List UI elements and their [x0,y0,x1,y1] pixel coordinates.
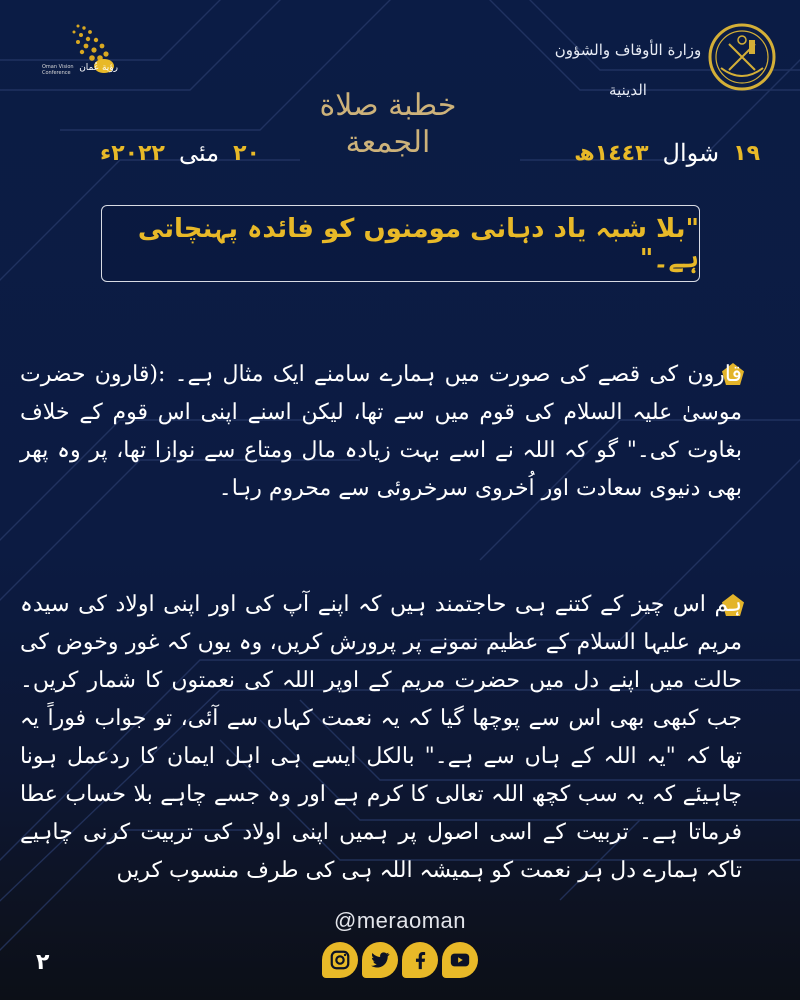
quote-box [101,205,700,282]
khutbah-title [318,88,458,168]
twitter-icon[interactable] [362,942,398,978]
hijri-year: ١٤٤٣ھ [574,140,649,166]
youtube-icon[interactable] [442,942,478,978]
svg-text:رؤية عُمان: رؤية عُمان [79,63,118,73]
gregorian-date [100,136,260,170]
vision-sunburst-icon [18,14,148,84]
ministry-name: وزارة الأوقاف والشؤون الدينية [554,41,702,99]
oman-emblem-icon [707,22,777,92]
greg-day: ٢٠ [233,140,260,166]
paragraph-1: قارون کی قصے کی صورت میں ہمارے سامنے ایک مثال ہے۔ :(قارون حضرت موسیٰ علیہ السلام کی قوم میں سے تھا، لیکن اسنے اپنی اس قوم کے خلاف بغاوت کی۔" گو کہ اللہ نے اسے بہت زیادہ مال ومتاع سے نوازا تھا، پر وہ پھر بھی دنیوی سعادت اور اُخروی سرخروئی سے محروم رہا۔ [20,362,742,501]
instagram-icon[interactable] [322,942,358,978]
social-handle[interactable]: @meraoman [334,908,466,933]
facebook-icon[interactable] [402,942,438,978]
title-line-1: خطبة صلاة [319,88,457,123]
oman-vision-logo [18,14,148,84]
hijri-month: شوال [662,139,720,167]
title-line-2: الجمعة [345,125,431,160]
svg-text:Conference: Conference [42,70,71,76]
svg-text:Oman Vision: Oman Vision [42,64,74,70]
social-icons [0,942,800,978]
greg-year: ٢٠٢٢ء [100,140,165,166]
page-number: ٢ [36,950,50,975]
paragraph-2: ہم اس چیز کے کتنے ہی حاجتمند ہیں کہ اپنے آپ کی اور اپنی اولاد کی سیدہ مریم علیہا السلام کے عظیم نمونے پر پرورش کریں، وہ یوں کہ غور وخوض کی حالت میں اپنے دل میں حضرت مریم کے اوپر اللہ کی نعمتوں کا شمار کریں۔ جب کبھی بھی اس سے پوچھا گیا کہ یہ نعمت کہاں سے آئی، تو جواب فوراً یہ تھا کہ "یہ اللہ کے ہاں سے ہے۔" بالکل ایسے ہی اہل ایمان کا ردعمل ہونا چاہیئے کہ یہ سب کچھ اللہ تعالی کا کرم ہے اور وہ جسے چاہے بلا حساب عطا فرماتا ہے۔ تربیت کے اسی اصول پر ہمیں اپنی اولاد کی تربیت کرنی چاہیے تاکہ ہمارے دل ہر نعمت کو ہمیشہ اللہ ہی کی طرف منسوب کریں [20,592,742,883]
greg-month: مئی [178,139,220,167]
hijri-date [574,136,760,170]
hijri-day: ١٩ [733,140,760,166]
quote-text: "بلا شبہ یاد دہانی مومنوں کو فائدہ پہنچاتی ہے۔" [137,213,699,274]
